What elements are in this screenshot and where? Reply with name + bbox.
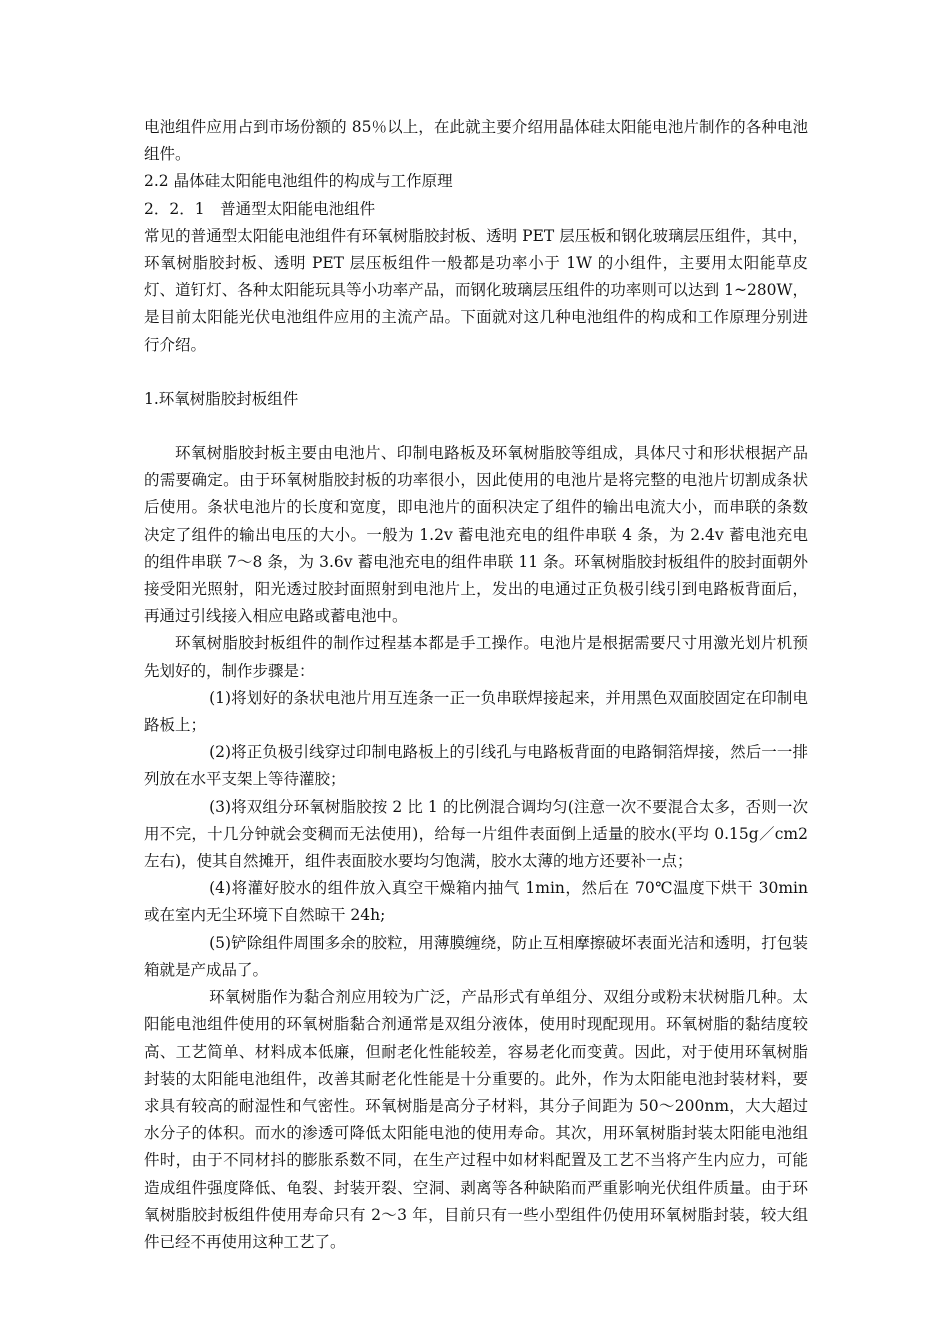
step-item-1: (1)将划好的条状电池片用互连条一正一负串联焊接起来，并用黑色双面胶固定在印制电路板上；: [144, 688, 808, 735]
step-item-2: (2)将正负极引线穿过印制电路板上的引线孔与电路板背面的电路铜箔焊接，然后一一排列放在水平支架上等待灌胶；: [144, 743, 808, 789]
overview-paragraph: 常见的普通型太阳能电池组件有环氧树脂胶封板、透明 PET 层压板和钢化玻璃层压组件，其中，环氧树脂胶封板、透明 PET 层压板组件一般都是功率小于 1W 的小组件，主要用太阳能草皮灯、道钉灯、各种太阳能玩具等小功率产品，而钢化玻璃层压组件的功率则可以达到 1~280W，是目前太阳能光伏电池组件应用的主流产品。下面就对这几种电池组件的构成和工作原理分别进行介绍。: [144, 226, 808, 354]
spacer: [144, 359, 808, 386]
body-paragraph-1: 环氧树脂胶封板主要由电池片、印制电路板及环氧树脂胶等组成，具体尺寸和形状根据产品的需要确定。由于环氧树脂胶封板的功率很小，因此使用的电池片是将完整的电池片切割成条状后使用。条状电池片的长度和宽度，即电池片的面积决定了组件的输出电流大小，而串联的条数决定了组件的输出电压的大小。一般为 1.2v 蓄电池充电的组件串联 4 条，为 2.4v 蓄电池充电的组件串联 7～8 条，为 3.6v 蓄电池充电的组件串联 11 条。环氧树脂胶封板组件的胶封面朝外接受阳光照射，阳光透过胶封面照射到电池片上，发出的电通过正负极引线引到电路板背面后，再通过引线接入相应电路或蓄电池中。: [144, 444, 808, 626]
body-paragraph-2: 环氧树脂胶封板组件的制作过程基本都是手工操作。电池片是根据需要尺寸用激光划片机预先划好的，制作步骤是：: [144, 634, 808, 680]
spacer: [144, 413, 808, 440]
step-item-5: (5)铲除组件周围多余的胶粒，用薄膜缠绕，防止互相摩擦破坏表面光洁和透明，打包装箱就是产成品了。: [144, 933, 808, 979]
heading-epoxy-module: 1.环氧树脂胶封板组件: [144, 389, 299, 408]
intro-paragraph: 电池组件应用占到市场份额的 85％以上，在此就主要介绍用晶体硅太阳能电池片制作的各种电池组件。: [144, 118, 808, 164]
body-paragraph-3: 环氧树脂作为黏合剂应用较为广泛，产品形式有单组分、双组分或粉末状树脂几种。太阳能电池组件使用的环氧树脂黏合剂通常是双组分液体，使用时现配现用。环氧树脂的黏结度较高、工艺简单、材料成本低廉，但耐老化性能较差，容易老化而变黄。因此，对于使用环氧树脂封装的太阳能电池组件，改善其耐老化性能是十分重要的。此外，作为太阳能电池封装材料，要求具有较高的耐湿性和气密性。环氧树脂是高分子材料，其分子间距为 50～200nm，大大超过水分子的体积。而水的渗透可降低太阳能电池的使用寿命。其次，用环氧树脂封装太阳能电池组件时，由于不同材抖的膨胀系数不同，在生产过程中如材料配置及工艺不当将产生内应力，可能造成组件强度降低、龟裂、封装开裂、空洞、剥离等各种缺陷而严重影响光伏组件质量。由于环氧树脂胶封板组件使用寿命只有 2～3 年，目前只有一些小型组件仍使用环氧树脂封装，较大组件已经不再使用这种工艺了。: [144, 988, 808, 1251]
document-page: [144, 114, 808, 1256]
section-heading-2-2: 2.2 晶体硅太阳能电池组件的构成与工作原理: [144, 172, 453, 191]
step-item-4: (4)将灌好胶水的组件放入真空干燥箱内抽气 1min，然后在 70℃温度下烘干 30min 或在室内无尘环境下自然晾干 24h;: [144, 879, 808, 925]
step-item-3: (3)将双组分环氧树脂胶按 2 比 1 的比例混合调均匀(注意一次不要混合太多，否则一次用不完，十几分钟就会变稠而无法使用)，给每一片组件表面倒上适量的胶水(平均 0.15g／cm2 左右)，使其自然摊开，组件表面胶水要均匀饱满，胶水太薄的地方还要补一点；: [144, 797, 808, 871]
section-heading-2-2-1: 2．2．1 普通型太阳能电池组件: [144, 199, 376, 218]
